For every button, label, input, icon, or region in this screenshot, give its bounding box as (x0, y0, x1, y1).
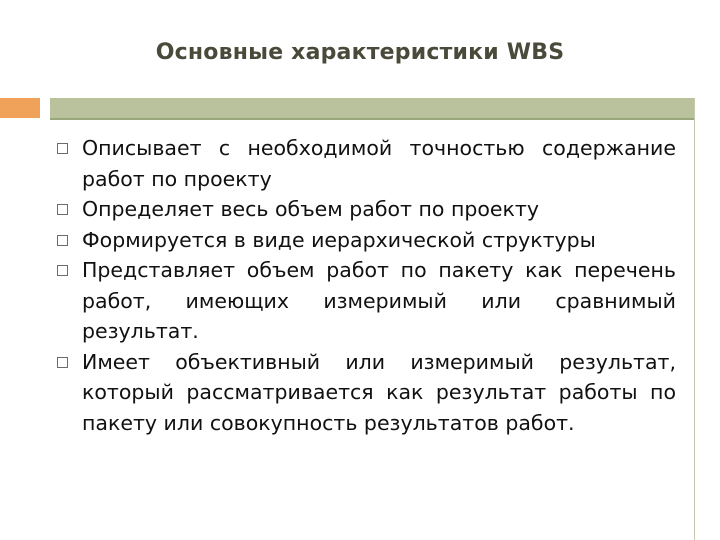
right-divider-line (694, 98, 695, 540)
bullet-text: Имеет объективный или измеримый результат, который рассматривается как результат работы по пакету или совокупность результатов работ. (82, 349, 676, 435)
square-bullet-icon (57, 235, 68, 246)
bullet-text: Представляет объем работ по пакету как перечень работ, имеющих измеримый или сравнимый результат. (82, 258, 676, 343)
bullet-item (54, 347, 676, 439)
square-bullet-icon (57, 265, 68, 276)
accent-bar-underline (50, 118, 694, 120)
bullet-list (54, 133, 676, 438)
bullet-item (54, 255, 676, 347)
slide-title: Основные характеристики WBS (155, 40, 565, 65)
bullet-item (54, 133, 676, 194)
bullet-text: Описывает с необходимой точностью содержание работ по проекту (82, 136, 676, 191)
bullet-text: Определяет весь объем работ по проекту (82, 197, 539, 221)
bullet-text: Формируется в виде иерархической структуры (82, 227, 596, 252)
square-bullet-icon (57, 204, 68, 215)
bullet-item (54, 194, 676, 225)
accent-bar-green (50, 98, 694, 118)
bullet-item (54, 225, 676, 256)
accent-bar-orange (0, 98, 40, 118)
square-bullet-icon (57, 143, 68, 154)
square-bullet-icon (57, 357, 68, 368)
